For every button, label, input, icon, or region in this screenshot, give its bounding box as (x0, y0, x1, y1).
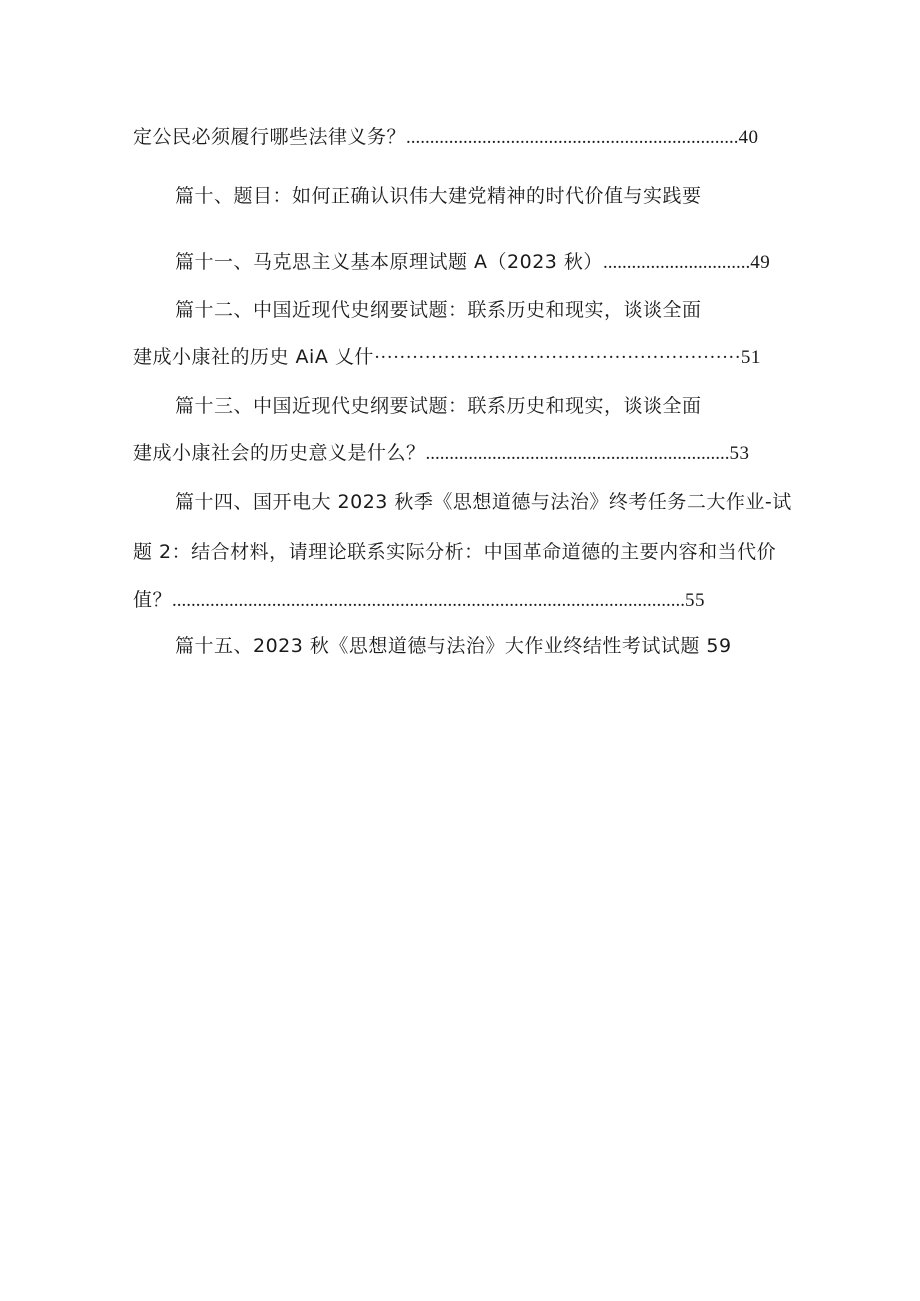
toc-entry-text: 值？ (133, 589, 173, 611)
toc-leader-dots: ...................................................................... (406, 127, 739, 148)
toc-leader-dots: ................................................................ (425, 443, 730, 464)
toc-entry[interactable] (175, 490, 792, 514)
toc-entry[interactable] (133, 345, 761, 370)
toc-entry-text: 篇十二、中国近现代史纲要试题：联系历史和现实，谈谈全面 (175, 299, 702, 321)
toc-entry[interactable] (133, 441, 750, 466)
toc-leader-dots: ............................... (602, 252, 751, 273)
toc-page-number: 40 (738, 127, 759, 148)
toc-entry-text: 篇十一、马克思主义基本原理试题 A（2023 秋） (175, 251, 603, 273)
toc-entry-text: 篇十五、2023 秋《思想道德与法治》大作业终结性考试试题 59 (175, 635, 732, 657)
toc-leader-dots: ............................................................................................................ (172, 590, 686, 611)
toc-entry-text: 建成小康社的历史 AiA 乂什 (133, 346, 374, 368)
toc-entry-text: 定公民必须履行哪些法律义务？ (133, 126, 407, 148)
toc-page-number: 51 (740, 347, 761, 368)
toc-entry[interactable] (133, 125, 759, 150)
toc-page-number: 53 (729, 443, 750, 464)
toc-entry[interactable] (175, 250, 770, 275)
toc-entry-text: 建成小康社会的历史意义是什么？ (133, 442, 426, 464)
toc-entry-text: 篇十、题目：如何正确认识伟大建党精神的时代价值与实践要 (175, 185, 702, 207)
toc-entry[interactable] (175, 394, 702, 418)
toc-entry[interactable] (133, 588, 705, 613)
toc-entry[interactable] (175, 184, 702, 208)
toc-page-number: 55 (685, 590, 706, 611)
toc-entry-text: 篇十三、中国近现代史纲要试题：联系历史和现实，谈谈全面 (175, 395, 702, 417)
toc-entry[interactable] (175, 634, 732, 658)
toc-page-number: 49 (750, 252, 771, 273)
toc-entry[interactable] (133, 540, 776, 564)
toc-entry-text: 篇十四、国开电大 2023 秋季《思想道德与法治》终考任务二大作业-试 (175, 491, 792, 513)
toc-entry-text: 题 2：结合材料，请理论联系实际分析：中国革命道德的主要内容和当代价 (133, 541, 777, 563)
toc-entry[interactable] (175, 298, 702, 322)
toc-leader-dots: ·························································· (373, 347, 741, 368)
